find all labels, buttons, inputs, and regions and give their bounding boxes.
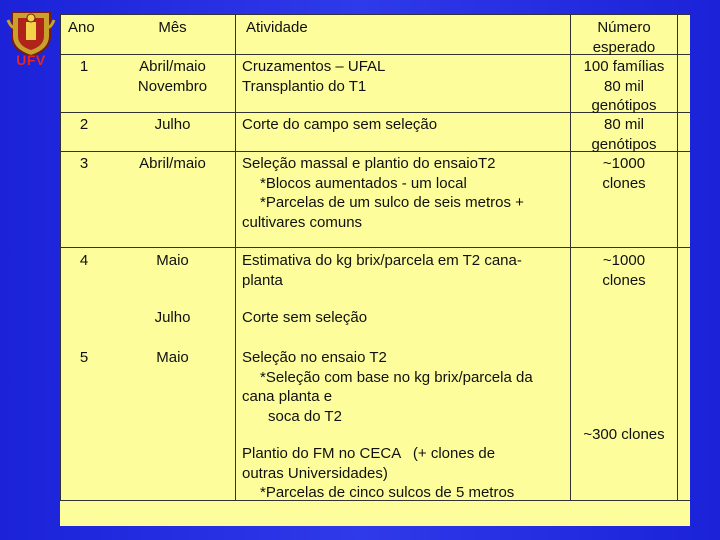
row5-atividade-line: Seleção no ensaio T2 (242, 349, 387, 366)
row5-ano: 5 (79, 349, 89, 366)
row1-mes (115, 57, 230, 96)
row1-numero-line: 80 mil (603, 77, 644, 95)
row3-atividade-line: cultivares comuns (242, 213, 363, 231)
header-numero (571, 18, 677, 57)
row1-mes-line: Abril/maio (139, 58, 206, 75)
row3-numero-line: clones (602, 174, 646, 192)
logo-text: UFV (16, 52, 46, 68)
row2-numero-line: genótipos (591, 135, 657, 153)
row5b-atividade (242, 444, 564, 503)
row2-mes: Julho (154, 116, 191, 133)
row4-numero-line: ~1000 (602, 252, 646, 269)
table-row-divider (60, 247, 690, 248)
row4b-atividade: Corte sem seleção (242, 309, 368, 326)
row4-numero-line: clones (602, 271, 646, 289)
row5-atividade-line: soca do T2 (268, 407, 342, 425)
row5-atividade-line: *Seleção com base no kg brix/parcela da (260, 368, 533, 386)
row3-numero (571, 154, 677, 193)
row3-numero-line: ~1000 (602, 155, 646, 172)
table-col-divider (235, 14, 236, 500)
row1-atividade (242, 57, 564, 96)
table-sheet (60, 14, 690, 526)
row1-numero (571, 57, 677, 116)
row1-numero-line: 100 famílias (583, 58, 665, 75)
header-numero-line: Número (597, 19, 651, 36)
row3-atividade-line: *Parcelas de um sulco de seis metros + (260, 194, 524, 211)
row4-mes: Maio (156, 252, 189, 269)
row4-atividade-line: Estimativa do kg brix/parcela em T2 cana- (242, 252, 522, 269)
row4b-mes: Julho (154, 309, 191, 326)
row4-numero (571, 251, 677, 290)
row1-mes-line: Novembro (137, 77, 208, 95)
row1-atividade-line: Cruzamentos – UFAL (242, 58, 386, 75)
row4-ano: 4 (79, 252, 89, 269)
row3-ano: 3 (79, 155, 89, 172)
table-border-top (60, 14, 690, 15)
row2-ano: 2 (79, 116, 89, 133)
row4-atividade-line: planta (242, 271, 283, 289)
row1-atividade-line: Transplantio do T1 (242, 77, 367, 95)
row5b-atividade-line: Plantio do FM no CECA (+ clones de (242, 445, 496, 462)
row5-atividade (242, 348, 564, 426)
row5-mes: Maio (156, 349, 189, 366)
row2-numero-line: 80 mil (603, 116, 644, 133)
row5b-atividade-line: *Parcelas de cinco sulcos de 5 metros (260, 484, 515, 501)
row1-ano: 1 (79, 58, 89, 75)
header-numero-line: esperado (592, 38, 656, 56)
row1-numero-line: genótipos (591, 97, 657, 114)
row4-atividade (242, 251, 564, 290)
row5-atividade-line: cana planta e (242, 388, 333, 405)
row3-mes: Abril/maio (139, 155, 206, 172)
row5b-atividade-line: outras Universidades) (242, 464, 388, 482)
header-ano: Ano (68, 19, 95, 36)
row3-atividade-line: *Blocos aumentados - um local (260, 174, 467, 192)
row3-atividade-line: Seleção massal e plantio do ensaioT2 (242, 155, 496, 172)
header-mes: Mês (158, 19, 187, 36)
row3-atividade (242, 154, 564, 232)
row5b-numero: ~300 clones (583, 426, 665, 443)
row2-numero (571, 115, 677, 154)
header-atividade: Atividade (246, 19, 308, 36)
table-border-right (677, 14, 678, 500)
row2-atividade: Corte do campo sem seleção (242, 116, 438, 133)
